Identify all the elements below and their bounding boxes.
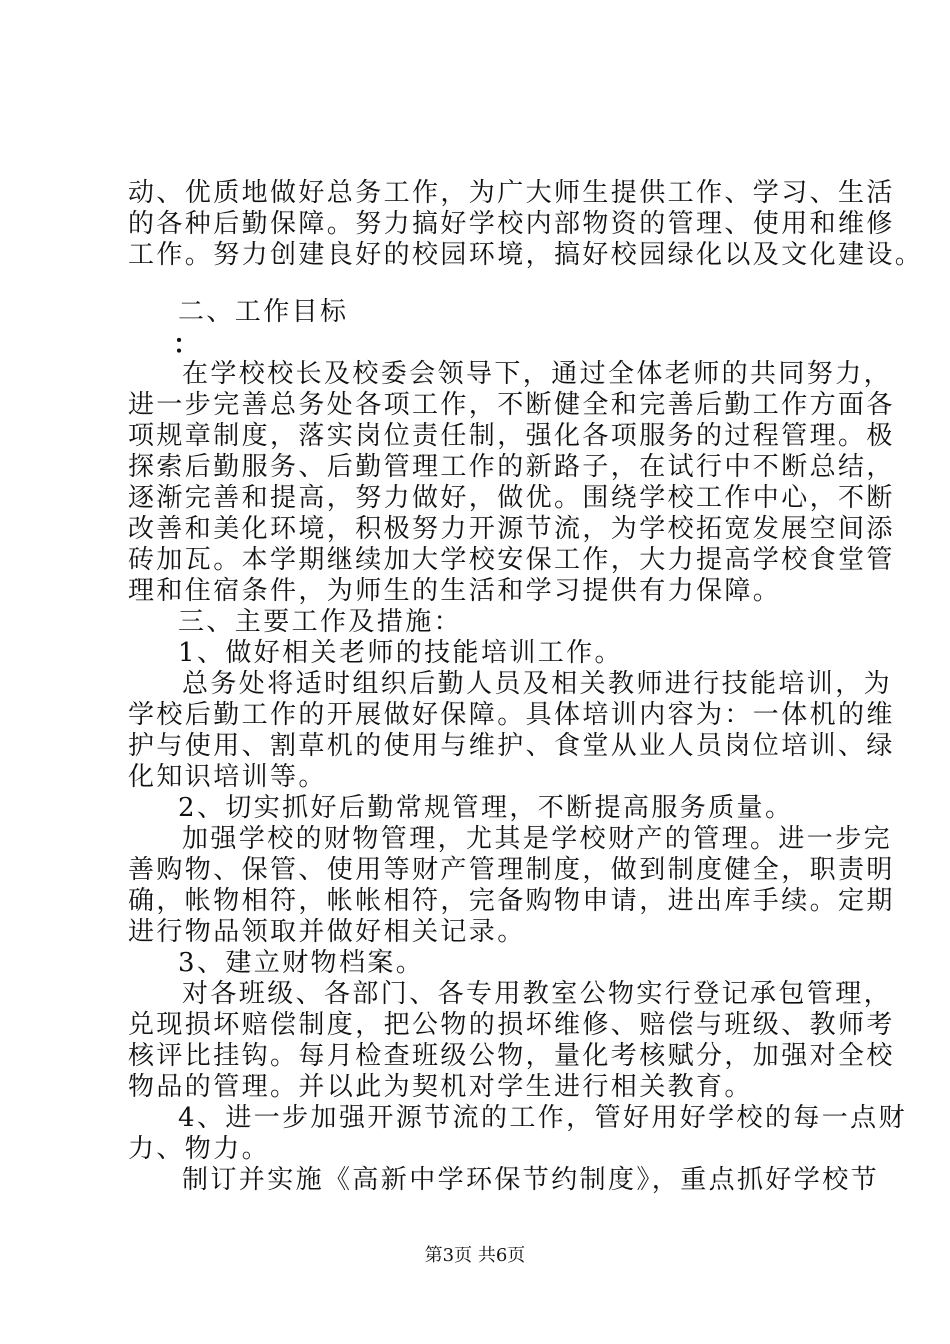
page-footer: 第3页 共6页 [424,1245,526,1266]
body-text-line: 核评比挂钩。每月检查班级公物，量化考核赋分，加强对全校 [128,1041,895,1071]
body-text-line: 制订并实施《高新中学环保节约制度》，重点抓好学校节 [182,1165,880,1195]
body-text-line: 的各种后勤保障。努力搞好学校内部物资的管理、使用和维修 [128,209,895,239]
body-text-line: 化知识培训等。 [128,762,327,792]
section-heading: 二、工作目标 [178,297,349,327]
body-text-line: 对各班级、各部门、各专用教室公物实行登记承包管理， [182,979,893,1009]
body-text-line: 总务处将适时组织后勤人员及相关教师进行技能培训，为 [182,669,893,699]
body-text-line: 善购物、保管、使用等财产管理制度，做到制度健全，职责明 [128,855,895,885]
body-text-line: 逐渐完善和提高，努力做好，做优。围绕学校工作中心，不断 [128,483,895,513]
body-text-line: 学校后勤工作的开展做好保障。具体培训内容为：一体机的维 [128,700,895,730]
body-text-line: 改善和美化环境，积极努力开源节流，为学校拓宽发展空间添 [128,514,895,544]
subsection-heading: 2、切实抓好后勤常规管理，不断提高服务质量。 [178,793,794,823]
subsection-heading: 4、进一步加强开源节流的工作，管好用好学校的每一点财 [178,1103,907,1133]
subsection-heading: 1、做好相关老师的技能培训工作。 [178,638,623,668]
body-text-line: 物品的管理。并以此为契机对学生进行相关教育。 [128,1072,753,1102]
body-text-line: 探索后勤服务、后勤管理工作的新路子，在试行中不断总结， [128,452,895,482]
body-text-line: 兑现损坏赔偿制度，把公物的损坏维修、赔偿与班级、教师考 [128,1010,895,1040]
body-text-line: 进行物品领取并做好相关记录。 [128,917,526,947]
body-text-line: 力、物力。 [128,1134,271,1164]
body-text-line: 理和住宿条件，为师生的生活和学习提供有力保障。 [128,576,782,606]
body-text-line: 动、优质地做好总务工作，为广大师生提供工作、学习、生活 [128,178,895,208]
body-text-line: 砖加瓦。本学期继续加大学校安保工作，大力提高学校食堂管 [128,545,895,575]
body-text-line: 在学校校长及校委会领导下，通过全体老师的共同努力， [182,359,893,389]
body-text-line: 加强学校的财物管理，尤其是学校财产的管理。进一步完 [182,824,893,854]
stray-colon: ： [173,330,200,360]
body-text-line: 工作。努力创建良好的校园环境，搞好校园绿化以及文化建设。 [128,240,924,270]
body-text-line: 确，帐物相符，帐帐相符，完备购物申请，进出库手续。定期 [128,886,895,916]
section-heading: 三、主要工作及措施： [178,607,463,637]
body-text-line: 进一步完善总务处各项工作，不断健全和完善后勤工作方面各 [128,390,895,420]
body-text-line: 护与使用、割草机的使用与维护、食堂从业人员岗位培训、绿 [128,731,895,761]
subsection-heading: 3、建立财物档案。 [178,948,425,978]
body-text-line: 项规章制度，落实岗位责任制，强化各项服务的过程管理。极 [128,421,895,451]
